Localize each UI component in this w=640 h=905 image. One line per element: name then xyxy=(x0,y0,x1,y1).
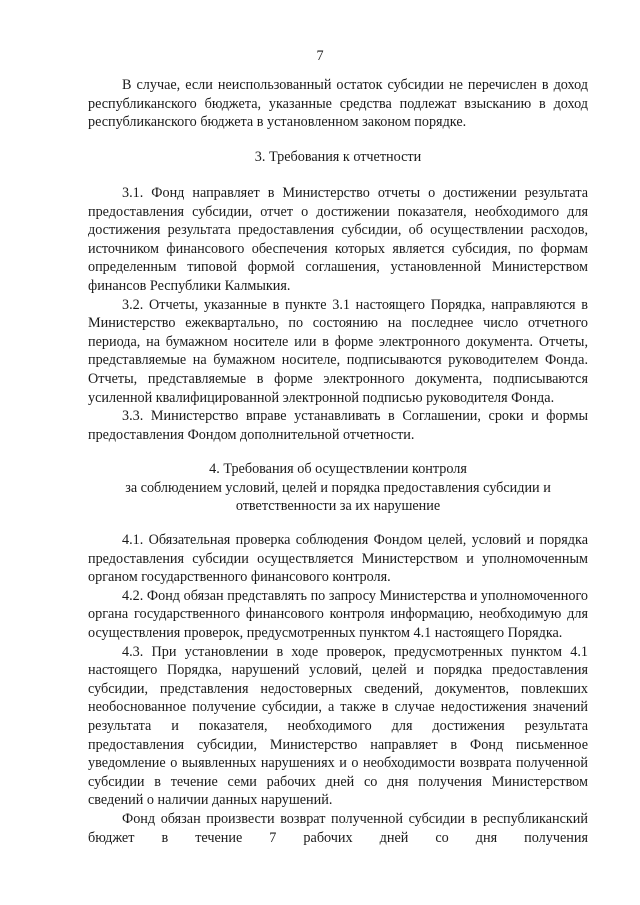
section-4-title-line-3: ответственности за их нарушение xyxy=(235,498,441,515)
section-4-title-line-1: 4. Требования об осуществлении контроля xyxy=(209,461,467,477)
section-4-title-line-2: за соблюдением условий, целей и порядка предоставления субсидии и xyxy=(125,479,551,496)
paragraph-4-3-continued: Фонд обязан произвести возврат полученной субсидии в республиканский бюджет в течение 7 рабочих дней со дня получения xyxy=(88,810,588,846)
paragraph-3-2: 3.2. Отчеты, указанные в пункте 3.1 настоящего Порядка, направляются в Министерство ежеквартально, по состоянию на последнее число отчетного периода, на бумажном носителе или в форме электронного документа. Отчеты, представляемые на бумажном носителе, подписываются руководителем Фонда. Отчеты, представляемые в форме электронного документа, подписываются усиленной квалифицированной электронной подписью руководителя Фонда. xyxy=(88,296,588,406)
paragraph-4-2: 4.2. Фонд обязан представлять по запросу Министерства и уполномоченного органа государственного финансового контроля информацию, необходимую для осуществления проверок, предусмотренных пунктом 4.1 настоящего Порядка. xyxy=(88,587,588,641)
section-3-title: 3. Требования к отчетности xyxy=(254,149,422,165)
page-number: 7 xyxy=(316,48,324,64)
section-4-heading xyxy=(88,460,588,516)
section-4-body xyxy=(88,531,588,847)
section-3-heading xyxy=(88,148,588,167)
paragraph-3-3: 3.3. Министерство вправе устанавливать в Соглашении, сроки и формы предоставления Фондом дополнительной отчетности. xyxy=(88,408,588,443)
paragraph-unremitted-balance: В случае, если неиспользованный остаток субсидии не перечислен в доход республиканского бюджета, указанные средства подлежат взысканию в доход республиканского бюджета в установленном законом порядке. xyxy=(88,77,588,131)
paragraph-3-1: 3.1. Фонд направляет в Министерство отчеты о достижении результата предоставления субсидии, отчет о достижении показателя, необходимого для достижения результата предоставления субсидии, об осуществлении расходов, источником финансового обеспечения которых является субсидия, по формам определенным типовой формой соглашения, установленной Министерством финансов Республики Калмыкия. xyxy=(88,185,588,294)
section-3-body xyxy=(88,184,588,444)
paragraph-4-1: 4.1. Обязательная проверка соблюдения Фондом целей, условий и порядка предоставления субсидии осуществляется Министерством и уполномоченным органом государственного финансового контроля. xyxy=(88,532,588,586)
paragraph-4-3: 4.3. При установлении в ходе проверок, предусмотренных пунктом 4.1 настоящего Порядка, нарушений условий, целей и порядка предоставления субсидии, представления недостоверных сведений, документов, повлекших необоснованное получение субсидии, а также в случае недостижения значений результата и показателя, необходимого для достижения результата предоставления субсидии, Министерство направляет в Фонд письменное уведомление о выявленных нарушениях и о необходимости возврата полученной субсидии в течение семи рабочих дней со дня получения Министерством сведений о наличии данных нарушений. xyxy=(88,643,588,809)
top-paragraph-block xyxy=(88,76,588,132)
